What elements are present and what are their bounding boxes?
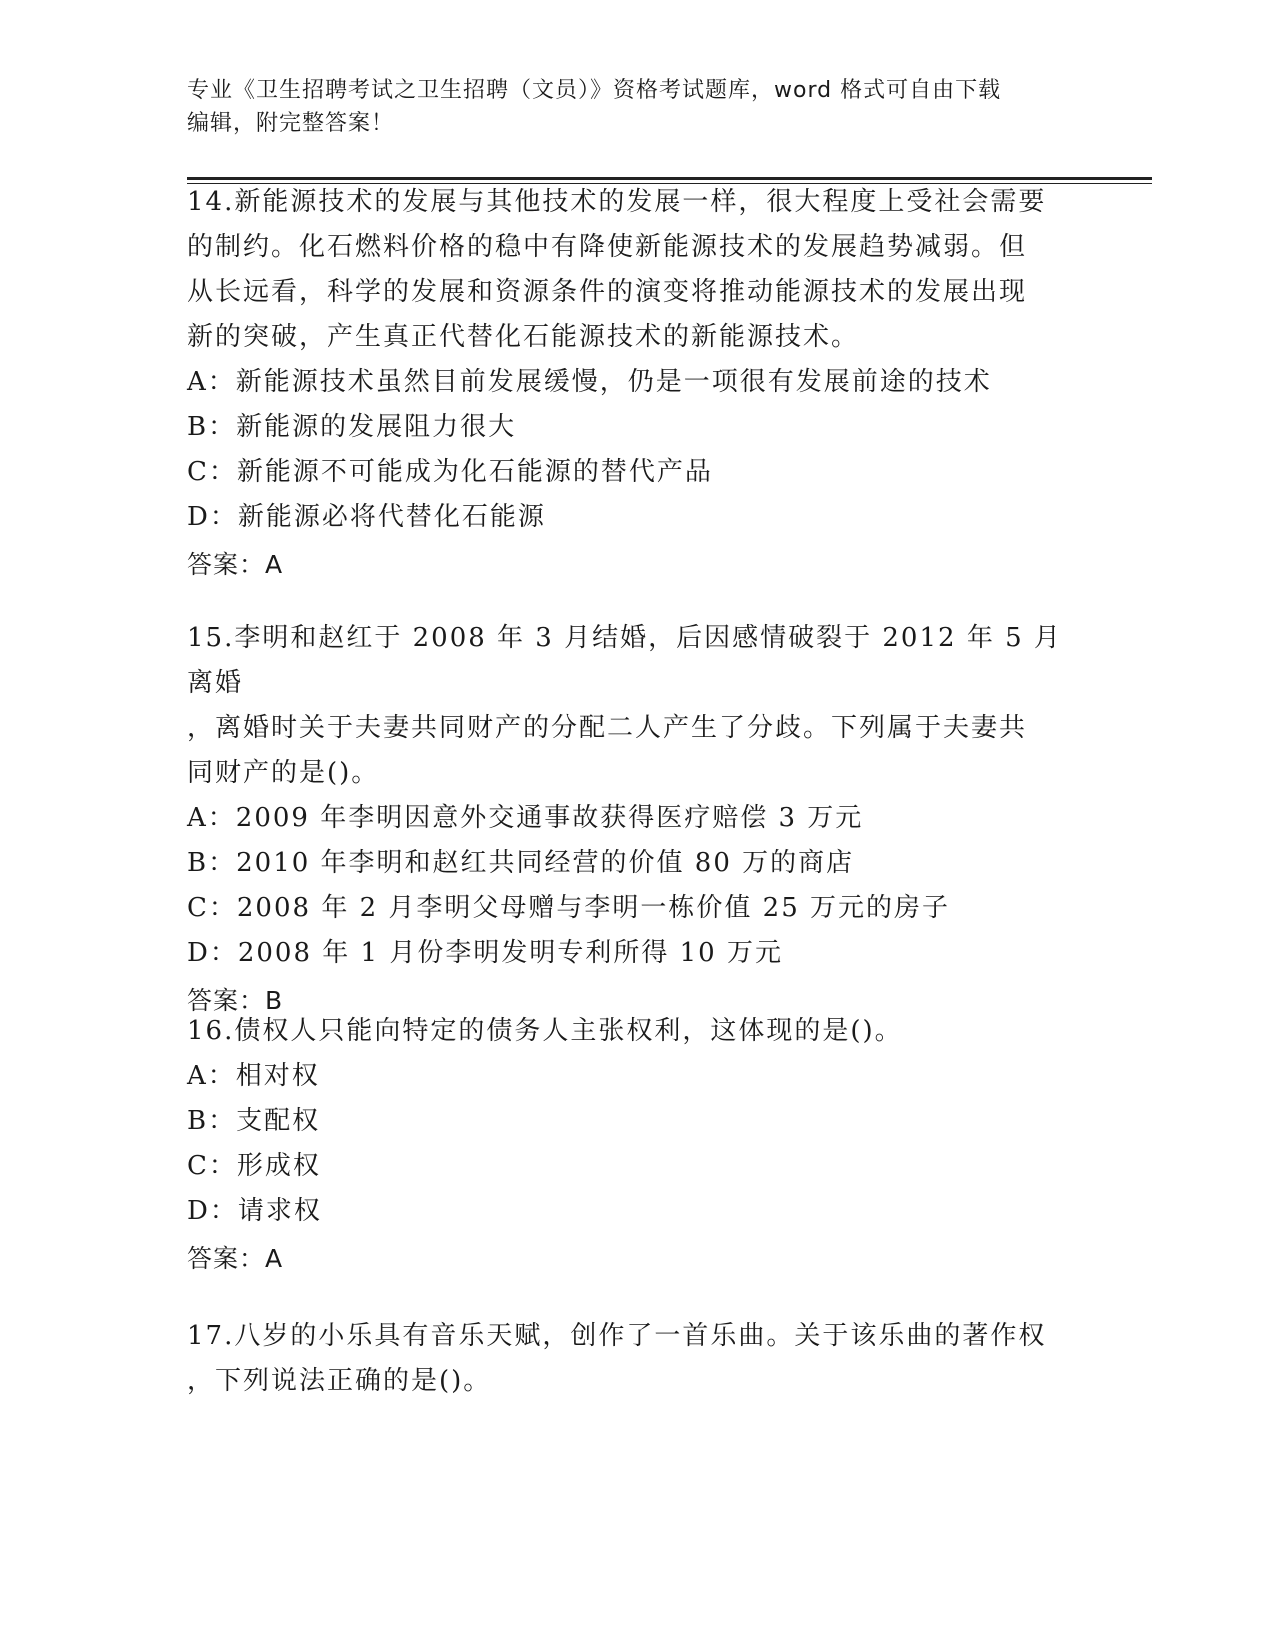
- question-16: [187, 1009, 1087, 1281]
- option-d: D：新能源必将代替化石能源: [187, 502, 546, 532]
- option-c: C：2008 年 2 月李明父母赠与李明一栋价值 25 万元的房子: [187, 893, 951, 923]
- option-b: B：新能源的发展阻力很大: [187, 412, 517, 442]
- header-line-1: 专业《卫生招聘考试之卫生招聘（文员）》资格考试题库，word 格式可自由下载: [187, 78, 1002, 103]
- option-a: A：新能源技术虽然目前发展缓慢，仍是一项很有发展前途的技术: [187, 367, 992, 397]
- option-d: D：请求权: [187, 1196, 322, 1226]
- answer-label: 答案：B: [187, 986, 284, 1015]
- option-d: D：2008 年 1 月份李明发明专利所得 10 万元: [187, 938, 783, 968]
- question-stem-line: 新的突破，产生真正代替化石能源技术的新能源技术。: [187, 322, 860, 352]
- question-15: [187, 616, 1087, 1023]
- question-stem-line: 15.李明和赵红于 2008 年 3 月结婚，后因感情破裂于 2012 年 5 月离婚: [187, 623, 1062, 698]
- question-stem-line: 从长远看，科学的发展和资源条件的演变将推动能源技术的发展出现: [187, 277, 1028, 307]
- option-a: A：相对权: [187, 1061, 320, 1091]
- question-stem-line: ，下列说法正确的是()。: [187, 1366, 492, 1396]
- question-17: [187, 1314, 1087, 1404]
- option-a: A：2009 年李明因意外交通事故获得医疗赔偿 3 万元: [187, 803, 864, 833]
- answer-label: 答案：A: [187, 550, 284, 579]
- option-b: B：2010 年李明和赵红共同经营的价值 80 万的商店: [187, 848, 855, 878]
- question-stem-line: 同财产的是()。: [187, 758, 380, 788]
- option-c: C：形成权: [187, 1151, 321, 1181]
- question-stem-line: 17.八岁的小乐具有音乐天赋，创作了一首乐曲。关于该乐曲的著作权: [187, 1321, 1047, 1351]
- option-c: C：新能源不可能成为化石能源的替代产品: [187, 457, 713, 487]
- document-header: [187, 74, 1087, 140]
- question-stem-line: 的制约。化石燃料价格的稳中有降使新能源技术的发展趋势减弱。但: [187, 232, 1028, 262]
- question-14: [187, 180, 1087, 587]
- question-stem-line: 16.债权人只能向特定的债务人主张权利，这体现的是()。: [187, 1016, 903, 1046]
- option-b: B：支配权: [187, 1106, 321, 1136]
- question-stem-line: ，离婚时关于夫妻共同财产的分配二人产生了分歧。下列属于夫妻共: [187, 713, 1028, 743]
- answer-label: 答案：A: [187, 1244, 284, 1273]
- question-stem-line: 14.新能源技术的发展与其他技术的发展一样，很大程度上受社会需要: [187, 187, 1047, 217]
- header-line-2: 编辑，附完整答案！: [187, 111, 395, 136]
